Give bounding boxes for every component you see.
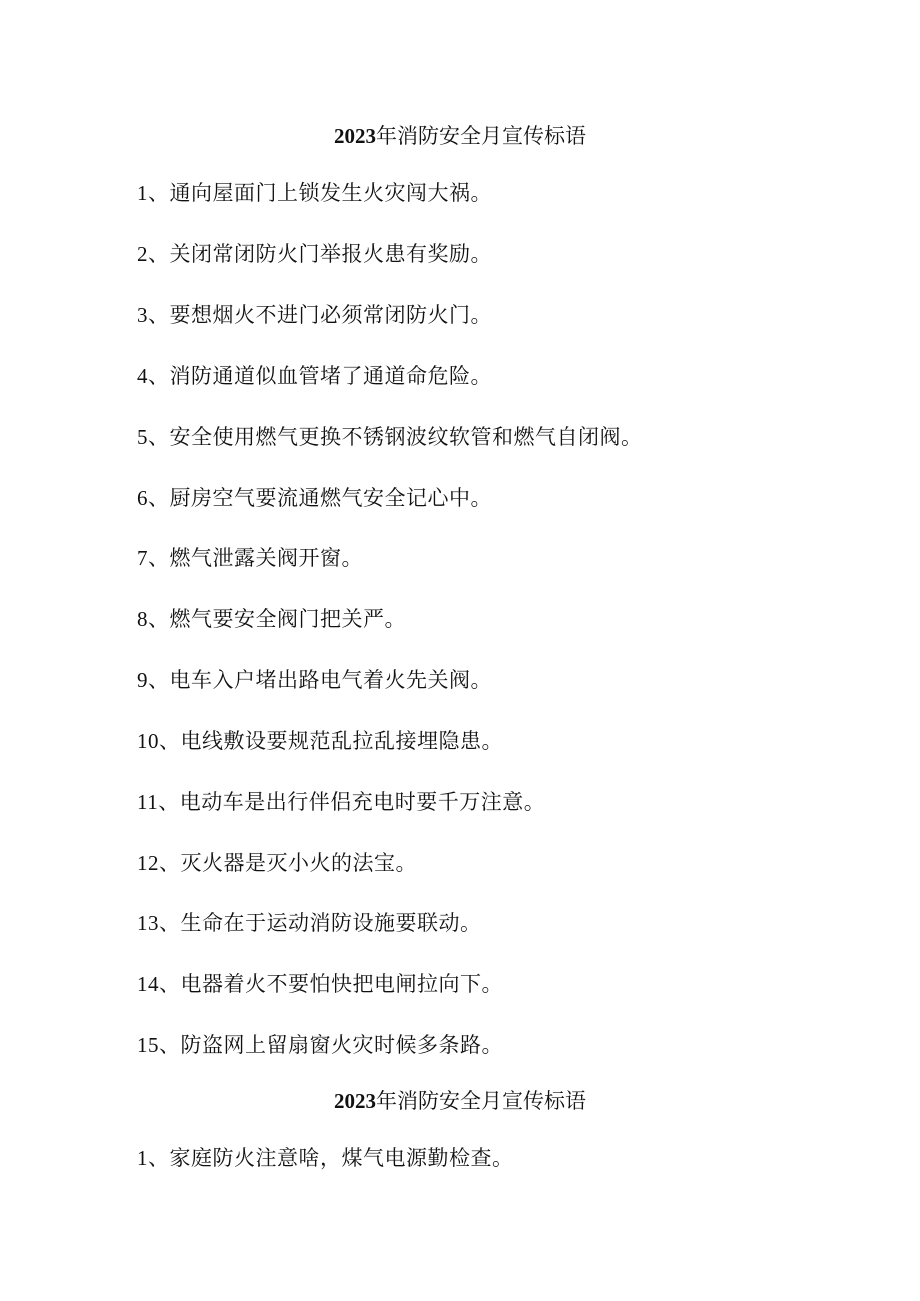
list-item: 12、灭火器是灭小火的法宝。: [137, 851, 417, 875]
list-item: 10、电线敷设要规范乱拉乱接埋隐患。: [137, 729, 503, 753]
list-item: 1、家庭防火注意啥，煤气电源勤检查。: [137, 1146, 514, 1170]
list-item: 1、通向屋面门上锁发生火灾闯大祸。: [137, 181, 492, 205]
list-item: 2、关闭常闭防火门举报火患有奖励。: [137, 242, 492, 266]
list-item: 13、生命在于运动消防设施要联动。: [137, 911, 482, 935]
list-item: 5、安全使用燃气更换不锈钢波纹软管和燃气自闭阀。: [137, 425, 643, 449]
title-text: 年消防安全月宣传标语: [376, 1089, 586, 1113]
list-item: 6、厨房空气要流通燃气安全记心中。: [137, 486, 492, 510]
list-item: 7、燃气泄露关阀开窗。: [137, 546, 363, 570]
list-item: 9、电车入户堵出路电气着火先关阀。: [137, 668, 492, 692]
title-year: 2023: [334, 1089, 376, 1113]
list-item: 3、要想烟火不进门必须常闭防火门。: [137, 303, 492, 327]
list-item: 8、燃气要安全阀门把关严。: [137, 607, 406, 631]
list-item: 11、电动车是出行伴侣充电时要千万注意。: [137, 790, 546, 814]
section-title: [0, 121, 920, 151]
title-text: 年消防安全月宣传标语: [376, 124, 586, 148]
list-item: 15、防盗网上留扇窗火灾时候多条路。: [137, 1033, 503, 1057]
list-item: 4、消防通道似血管堵了通道命危险。: [137, 364, 492, 388]
list-item: 14、电器着火不要怕快把电闸拉向下。: [137, 972, 503, 996]
section-title: [0, 1086, 920, 1116]
title-year: 2023: [334, 124, 376, 148]
